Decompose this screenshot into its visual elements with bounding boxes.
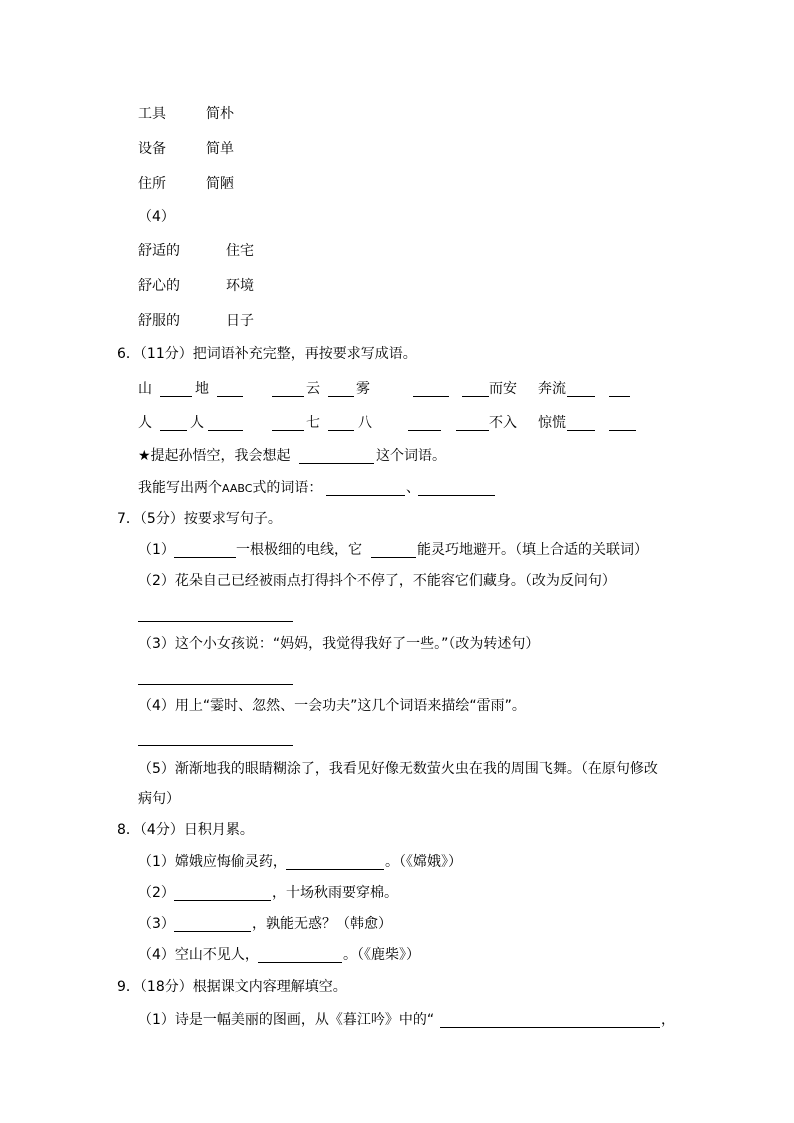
q6-star-blank[interactable] [299,463,374,464]
q6-r1-c4: 雾 [356,381,370,397]
q9-l1-blank[interactable] [440,1027,660,1028]
q6-r1-c1: 山 [138,381,152,397]
q6-r1-c2: 地 [195,381,209,397]
q9-l1-b: ， [661,1012,675,1028]
q6-r2-c5: 不入 [489,415,517,431]
q7-s1-blank-2[interactable] [371,557,416,558]
q6-title: 6．（11分）把词语补充完整，再按要求写成语。 [117,346,417,362]
q7-s4-answer-line[interactable] [138,745,293,746]
match4-left-2: 舒心的 [138,278,180,294]
q7-s2-answer-line[interactable] [138,621,293,622]
q8-l4-b: 。（《鹿柴》） [343,947,420,963]
q6-star-text: ★提起孙悟空，我会想起 [138,448,291,464]
q8-l3-blank[interactable] [174,931,251,932]
q7-s5-line1: （5）渐渐地我的眼睛糊涂了，我看见好像无数萤火虫在我的周围飞舞。（在原句修改 [138,761,658,777]
q6-r1-blank-3[interactable] [272,396,304,397]
match4-left-1: 舒适的 [138,243,180,259]
q6-aabc-blank-1[interactable] [326,495,405,496]
q6-r1-blank-6[interactable] [462,396,489,397]
q6-aabc-tail: 式的词语： [252,480,323,496]
q6-r2-c3: 七 [306,415,320,431]
q6-aabc-line [138,479,322,498]
q6-aabc-text: 我能写出两个 [138,480,222,496]
q6-r2-c4: 八 [358,415,372,431]
q8-l2-b: ，十场秋雨要穿棉。 [272,885,398,901]
q7-s1-tail: 能灵巧地避开。（填上合适的关联词） [417,542,648,558]
q6-aabc-blank-2[interactable] [418,495,495,496]
q6-r1-blank-8[interactable] [609,396,630,397]
q8-l2-a: （2） [138,885,175,901]
match4-right-3: 日子 [226,313,254,329]
match3-right-3: 简陋 [206,176,234,192]
match4-label: （4） [138,209,175,225]
q8-l2-blank[interactable] [174,900,271,901]
q6-r2-c2: 人 [190,415,204,431]
q8-l1-a: （1）嫦娥应悔偷灵药， [138,854,287,870]
q7-s1-blank-1[interactable] [174,557,236,558]
q7-title: 7．（5分）按要求写句子。 [117,511,282,527]
q7-s4: （4）用上“霎时、忽然、一会功夫”这几个词语来描绘“雷雨”。 [138,698,526,714]
q8-l4-blank[interactable] [258,962,342,963]
q6-r2-blank-7[interactable] [567,430,595,431]
q7-s1-mid: 一根极细的电线，它 [236,542,362,558]
q7-s5-line2: 病句） [138,791,180,807]
q6-r1-blank-4[interactable] [328,396,354,397]
q6-r1-blank-2[interactable] [217,396,243,397]
q6-r2-blank-6[interactable] [456,430,489,431]
q6-r2-blank-8[interactable] [609,430,636,431]
match3-right-2: 简单 [206,141,234,157]
match4-right-2: 环境 [226,278,254,294]
q6-r1-blank-7[interactable] [567,396,595,397]
q6-r1-c5: 而安 [489,381,517,397]
match3-right-1: 简朴 [206,106,234,122]
q8-l3-a: （3） [138,916,175,932]
q9-title: 9．（18分）根据课文内容理解填空。 [117,979,347,995]
match4-right-1: 住宅 [226,243,254,259]
match3-left-2: 设备 [138,141,166,157]
q6-r2-blank-3[interactable] [272,430,304,431]
q6-r1-blank-5[interactable] [413,396,449,397]
q7-s3: （3）这个小女孩说：“妈妈，我觉得我好了一些。”（改为转述句） [138,636,540,652]
q6-r2-blank-1[interactable] [160,430,187,431]
q6-r1-c6: 奔流 [538,381,566,397]
q6-aabc-code: AABC [222,482,253,495]
q8-l4-a: （4）空山不见人， [138,947,259,963]
q8-l1-blank[interactable] [286,869,384,870]
match3-left-1: 工具 [138,106,166,122]
q6-r1-c3: 云 [306,381,320,397]
q6-r2-blank-2[interactable] [208,430,243,431]
q6-r2-blank-5[interactable] [408,430,441,431]
q8-l1-b: 。（《嫦娥》） [385,854,462,870]
q6-aabc-sep: 、 [406,480,420,496]
match4-left-3: 舒服的 [138,313,180,329]
q6-r2-c1: 人 [138,415,152,431]
q8-l3-b: ，孰能无惑？（韩愈） [252,916,392,932]
match3-left-3: 住所 [138,176,166,192]
q7-s1-num: （1） [138,542,175,558]
q6-r2-blank-4[interactable] [328,430,354,431]
q8-title: 8．（4分）日积月累。 [117,822,254,838]
q6-r1-blank-1[interactable] [160,396,192,397]
q9-l1-a: （1）诗是一幅美丽的图画，从《暮江吟》中的“ [138,1012,435,1028]
q6-star-tail: 这个词语。 [376,448,446,464]
q7-s2: （2）花朵自己已经被雨点打得抖个不停了，不能容它们藏身。（改为反问句） [138,573,616,589]
q7-s3-answer-line[interactable] [138,684,293,685]
q6-r2-c6: 惊慌 [538,415,566,431]
